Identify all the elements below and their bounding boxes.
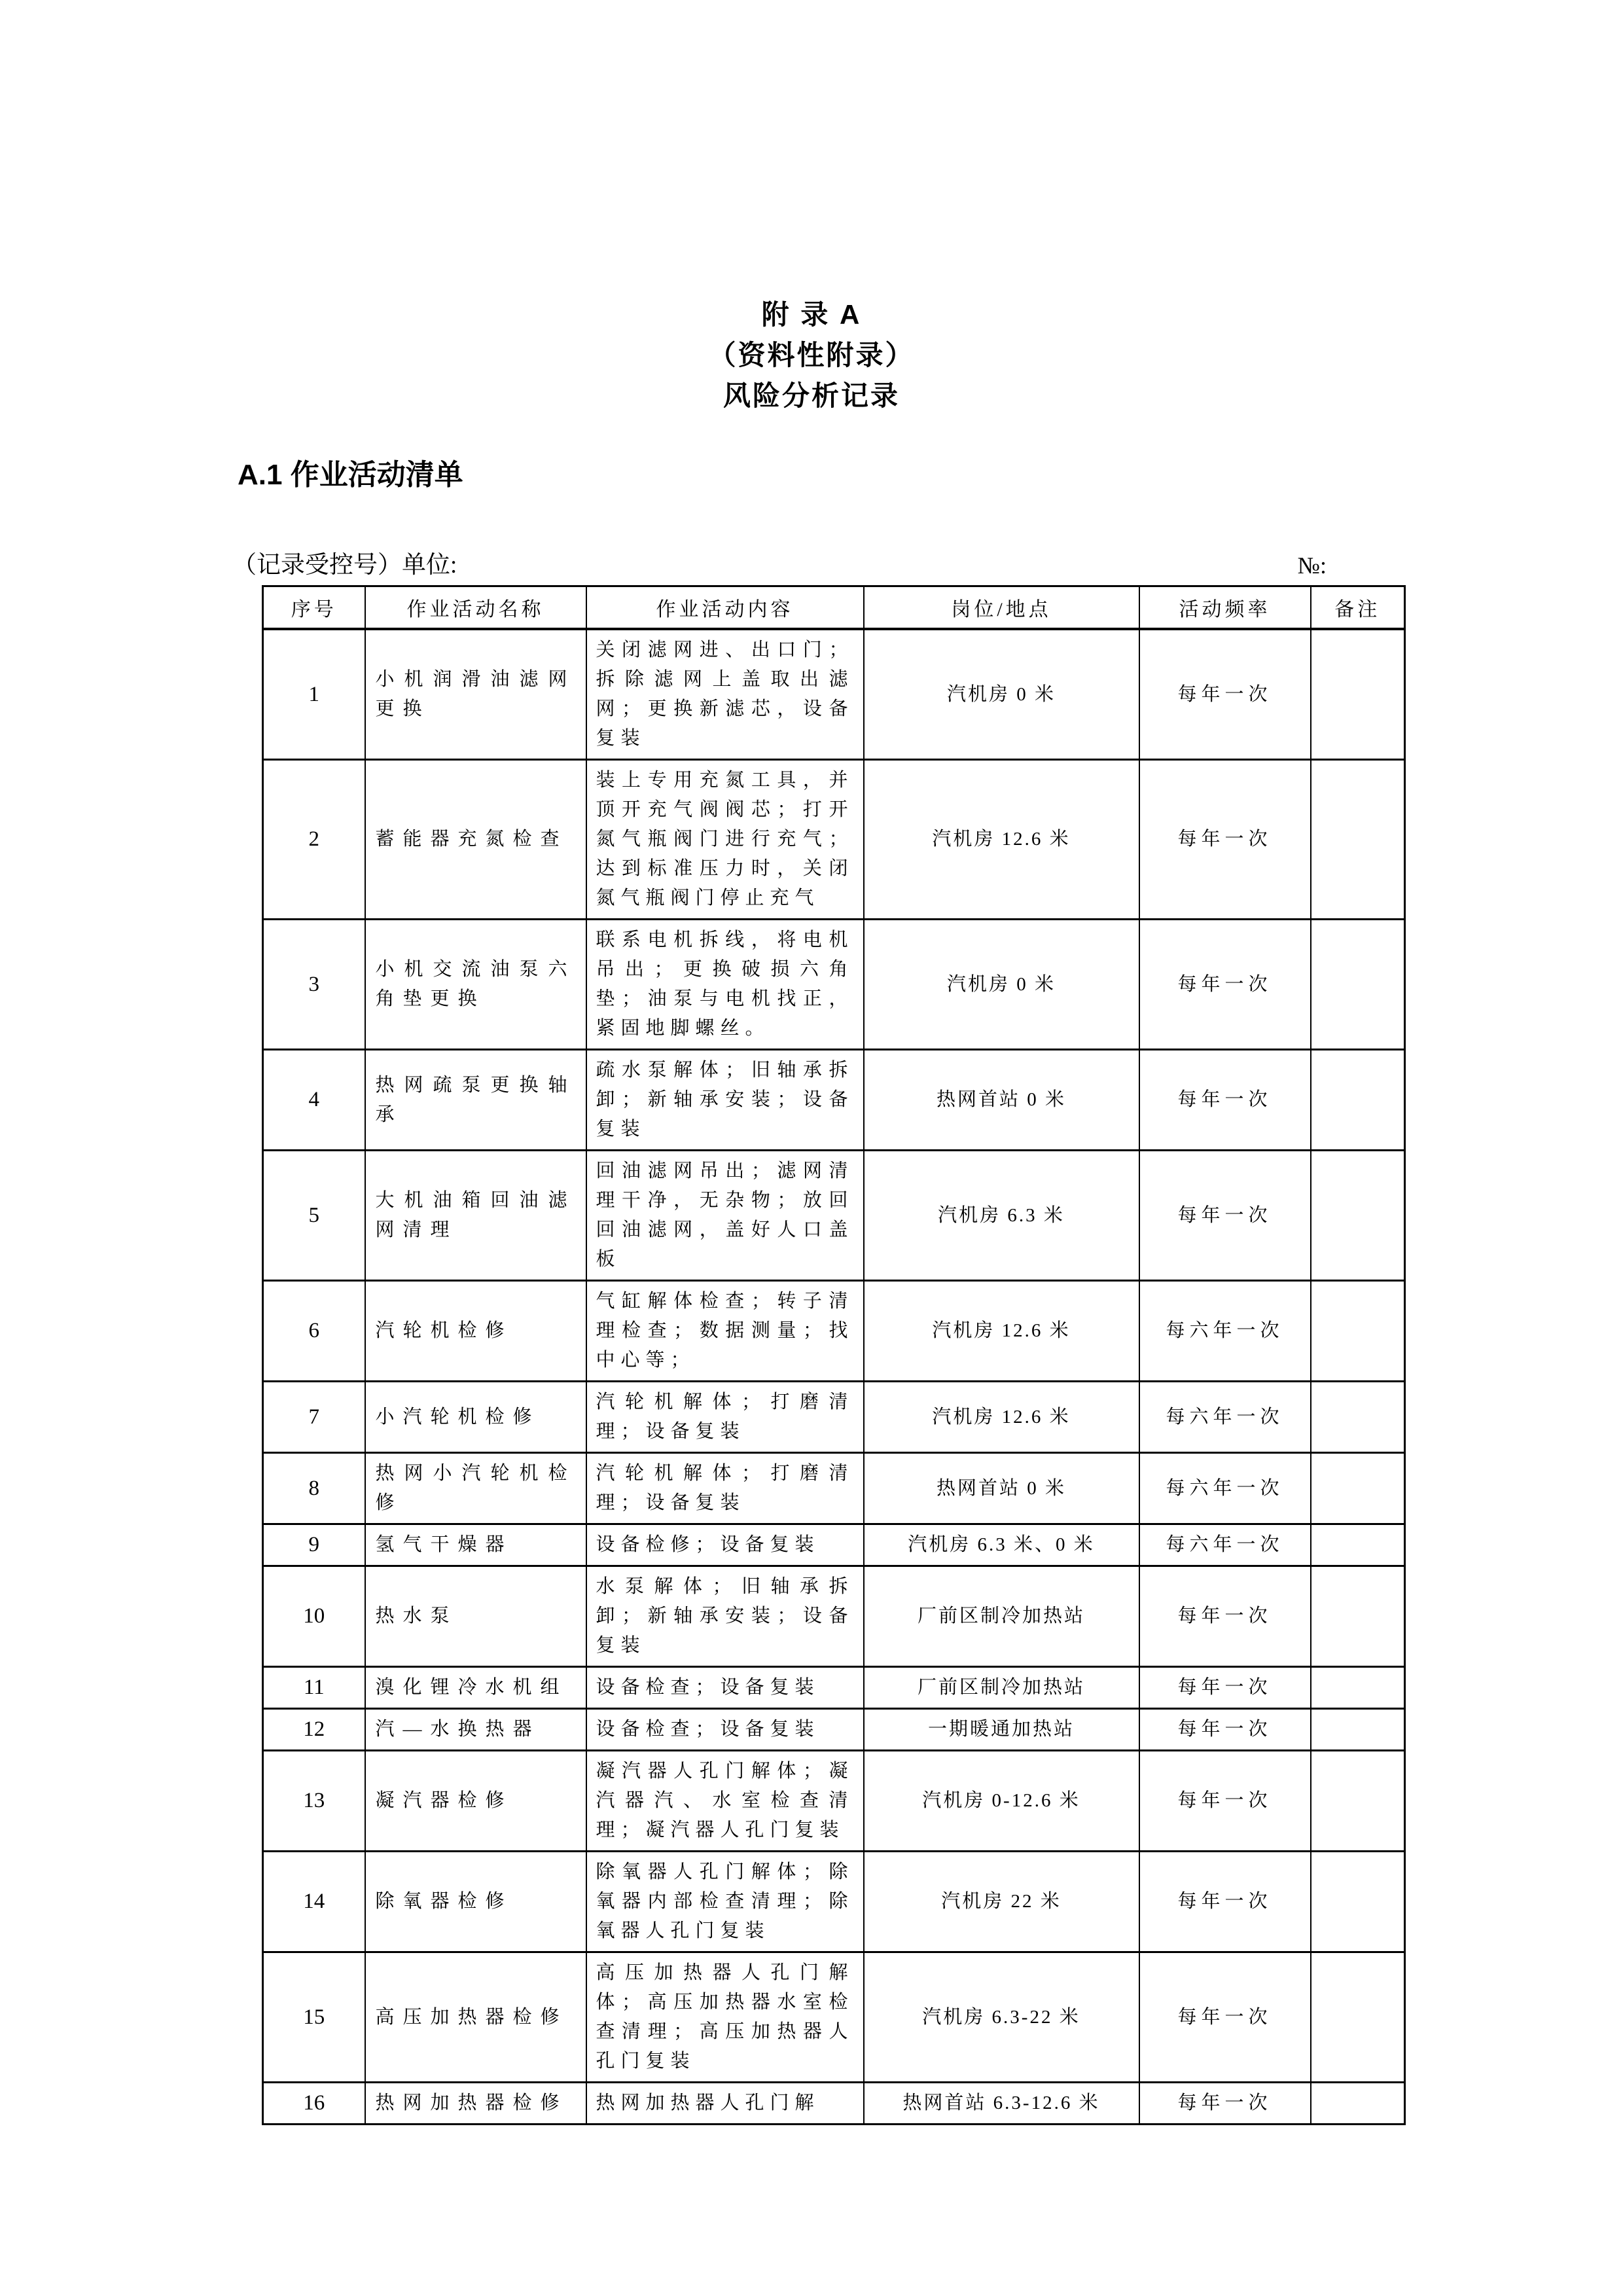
- cell-frequency: 每年一次: [1139, 1566, 1311, 1667]
- cell-location: 热网首站 0 米: [864, 1453, 1139, 1524]
- cell-no: 2: [263, 760, 365, 920]
- table-row: [263, 629, 1405, 760]
- column-header: 活动频率: [1139, 586, 1311, 630]
- record-number-label: №:: [1297, 552, 1327, 579]
- cell-location: 热网首站 6.3-12.6 米: [864, 2083, 1139, 2125]
- cell-name: 除氧器检修: [365, 1852, 586, 1952]
- cell-location: 汽机房 22 米: [864, 1852, 1139, 1952]
- cell-location: 热网首站 0 米: [864, 1050, 1139, 1151]
- cell-no: 15: [263, 1952, 365, 2083]
- cell-no: 4: [263, 1050, 365, 1151]
- table-row: [263, 1524, 1405, 1566]
- cell-frequency: 每六年一次: [1139, 1524, 1311, 1566]
- cell-frequency: 每六年一次: [1139, 1382, 1311, 1453]
- control-line: [232, 550, 1404, 581]
- table-row: [263, 1852, 1405, 1952]
- cell-remark: [1311, 1952, 1405, 2083]
- cell-content: 设备检修；设备复装: [586, 1524, 864, 1566]
- appendix-title: 附 录 A: [761, 299, 862, 330]
- cell-name: 蓄能器充氮检查: [365, 760, 586, 920]
- column-header: 作业活动内容: [586, 586, 864, 630]
- cell-content: 凝汽器人孔门解体；凝汽器汽、水室检查清理；凝汽器人孔门复装: [586, 1751, 864, 1852]
- cell-location: 汽机房 0-12.6 米: [864, 1751, 1139, 1852]
- cell-location: 厂前区制冷加热站: [864, 1566, 1139, 1667]
- cell-frequency: 每年一次: [1139, 1667, 1311, 1709]
- table-row: [263, 1151, 1405, 1281]
- cell-frequency: 每年一次: [1139, 920, 1311, 1050]
- cell-frequency: 每六年一次: [1139, 1453, 1311, 1524]
- cell-remark: [1311, 920, 1405, 1050]
- table-row: [263, 1453, 1405, 1524]
- cell-remark: [1311, 760, 1405, 920]
- table-row: [263, 760, 1405, 920]
- cell-content: 汽轮机解体；打磨清理；设备复装: [586, 1382, 864, 1453]
- cell-content: 装上专用充氮工具，并顶开充气阀阀芯；打开氮气瓶阀门进行充气；达到标准压力时，关闭氮气瓶阀门停止充气: [586, 760, 864, 920]
- cell-name: 大机油箱回油滤网清理: [365, 1151, 586, 1281]
- cell-frequency: 每年一次: [1139, 1709, 1311, 1751]
- table-header-row: [263, 586, 1405, 630]
- cell-frequency: 每六年一次: [1139, 1281, 1311, 1382]
- cell-location: 汽机房 6.3 米、0 米: [864, 1524, 1139, 1566]
- appendix-subtitle: （资料性附录）: [708, 340, 915, 370]
- cell-frequency: 每年一次: [1139, 1952, 1311, 2083]
- cell-no: 8: [263, 1453, 365, 1524]
- cell-remark: [1311, 1281, 1405, 1382]
- cell-remark: [1311, 1852, 1405, 1952]
- cell-content: 联系电机拆线，将电机吊出；更换破损六角垫；油泵与电机找正，紧固地脚螺丝。: [586, 920, 864, 1050]
- cell-name: 凝汽器检修: [365, 1751, 586, 1852]
- cell-no: 3: [263, 920, 365, 1050]
- cell-remark: [1311, 1524, 1405, 1566]
- cell-remark: [1311, 1151, 1405, 1281]
- activity-list-table: [262, 585, 1406, 2125]
- cell-frequency: 每年一次: [1139, 1751, 1311, 1852]
- cell-location: 一期暖通加热站: [864, 1709, 1139, 1751]
- cell-location: 汽机房 12.6 米: [864, 1281, 1139, 1382]
- cell-content: 除氧器人孔门解体；除氧器内部检查清理；除氧器人孔门复装: [586, 1852, 864, 1952]
- section-heading: A.1 作业活动清单: [238, 459, 463, 491]
- cell-name: 热水泵: [365, 1566, 586, 1667]
- cell-name: 热网小汽轮机检修: [365, 1453, 586, 1524]
- cell-content: 汽轮机解体；打磨清理；设备复装: [586, 1453, 864, 1524]
- cell-location: 厂前区制冷加热站: [864, 1667, 1139, 1709]
- cell-location: 汽机房 6.3-22 米: [864, 1952, 1139, 2083]
- cell-no: 9: [263, 1524, 365, 1566]
- table-row: [263, 1050, 1405, 1151]
- table-row: [263, 1952, 1405, 2083]
- cell-frequency: 每年一次: [1139, 1852, 1311, 1952]
- cell-frequency: 每年一次: [1139, 1151, 1311, 1281]
- cell-remark: [1311, 1709, 1405, 1751]
- table-row: [263, 1382, 1405, 1453]
- cell-remark: [1311, 1453, 1405, 1524]
- cell-no: 12: [263, 1709, 365, 1751]
- cell-no: 7: [263, 1382, 365, 1453]
- table-row: [263, 1667, 1405, 1709]
- cell-remark: [1311, 629, 1405, 760]
- cell-no: 13: [263, 1751, 365, 1852]
- cell-no: 16: [263, 2083, 365, 2125]
- cell-remark: [1311, 1566, 1405, 1667]
- cell-remark: [1311, 1667, 1405, 1709]
- cell-frequency: 每年一次: [1139, 760, 1311, 920]
- cell-remark: [1311, 1751, 1405, 1852]
- column-header: 作业活动名称: [365, 586, 586, 630]
- cell-location: 汽机房 12.6 米: [864, 1382, 1139, 1453]
- cell-name: 小机润滑油滤网更换: [365, 629, 586, 760]
- table-row: [263, 2083, 1405, 2125]
- control-number-label: （记录受控号）单位:: [232, 552, 457, 579]
- cell-frequency: 每年一次: [1139, 2083, 1311, 2125]
- column-header: 序号: [263, 586, 365, 630]
- cell-location: 汽机房 6.3 米: [864, 1151, 1139, 1281]
- cell-name: 汽轮机检修: [365, 1281, 586, 1382]
- table-body: [263, 629, 1405, 2125]
- cell-no: 10: [263, 1566, 365, 1667]
- cell-no: 5: [263, 1151, 365, 1281]
- cell-no: 11: [263, 1667, 365, 1709]
- cell-content: 水泵解体；旧轴承拆卸；新轴承安装；设备复装: [586, 1566, 864, 1667]
- title-block: [0, 0, 1623, 416]
- cell-name: 汽—水换热器: [365, 1709, 586, 1751]
- cell-no: 14: [263, 1852, 365, 1952]
- cell-name: 热网加热器检修: [365, 2083, 586, 2125]
- cell-content: 热网加热器人孔门解: [586, 2083, 864, 2125]
- cell-content: 设备检查；设备复装: [586, 1667, 864, 1709]
- cell-name: 溴化锂冷水机组: [365, 1667, 586, 1709]
- cell-name: 热网疏泵更换轴承: [365, 1050, 586, 1151]
- table-row: [263, 1751, 1405, 1852]
- cell-no: 1: [263, 629, 365, 760]
- cell-location: 汽机房 0 米: [864, 629, 1139, 760]
- cell-name: 氢气干燥器: [365, 1524, 586, 1566]
- cell-frequency: 每年一次: [1139, 629, 1311, 760]
- cell-remark: [1311, 1050, 1405, 1151]
- cell-name: 小汽轮机检修: [365, 1382, 586, 1453]
- cell-location: 汽机房 12.6 米: [864, 760, 1139, 920]
- cell-content: 高压加热器人孔门解体；高压加热器水室检查清理；高压加热器人孔门复装: [586, 1952, 864, 2083]
- cell-remark: [1311, 2083, 1405, 2125]
- table-row: [263, 1566, 1405, 1667]
- cell-content: 关闭滤网进、出口门；拆除滤网上盖取出滤网；更换新滤芯，设备复装: [586, 629, 864, 760]
- table-row: [263, 1281, 1405, 1382]
- cell-frequency: 每年一次: [1139, 1050, 1311, 1151]
- cell-remark: [1311, 1382, 1405, 1453]
- cell-content: 气缸解体检查；转子清理检查；数据测量；找中心等；: [586, 1281, 864, 1382]
- cell-no: 6: [263, 1281, 365, 1382]
- column-header: 备注: [1311, 586, 1405, 630]
- cell-name: 小机交流油泵六角垫更换: [365, 920, 586, 1050]
- cell-location: 汽机房 0 米: [864, 920, 1139, 1050]
- cell-content: 疏水泵解体；旧轴承拆卸；新轴承安装；设备复装: [586, 1050, 864, 1151]
- column-header: 岗位/地点: [864, 586, 1139, 630]
- appendix-doc-title: 风险分析记录: [722, 380, 900, 411]
- table-row: [263, 1709, 1405, 1751]
- table-row: [263, 920, 1405, 1050]
- cell-content: 设备检查；设备复装: [586, 1709, 864, 1751]
- cell-name: 高压加热器检修: [365, 1952, 586, 2083]
- cell-content: 回油滤网吊出；滤网清理干净，无杂物；放回回油滤网，盖好人口盖板: [586, 1151, 864, 1281]
